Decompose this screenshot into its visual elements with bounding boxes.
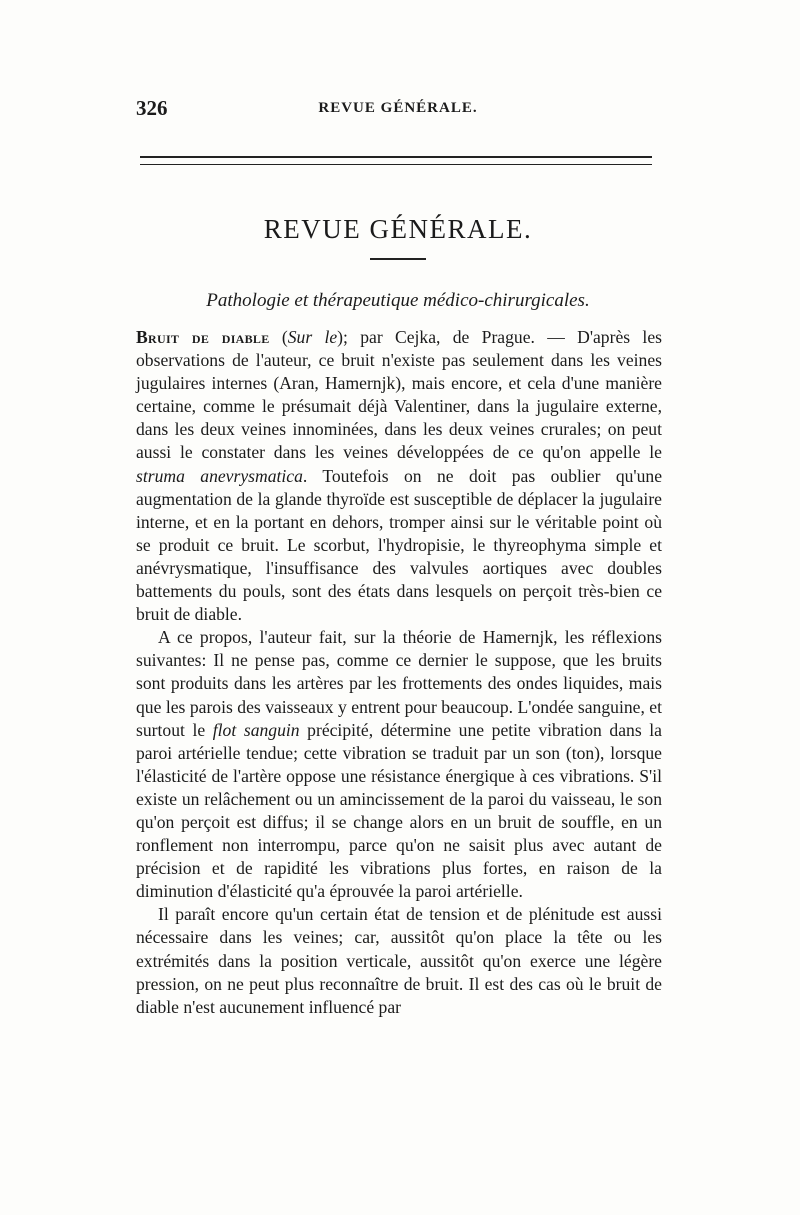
running-title: REVUE GÉNÉRALE. bbox=[318, 100, 478, 116]
section-subtitle: Pathologie et thérapeutique médico-chirurgicales. bbox=[206, 290, 590, 311]
article-body bbox=[136, 326, 662, 1019]
page-number: 326 bbox=[136, 96, 168, 120]
short-rule-divider bbox=[370, 258, 426, 260]
paragraph-2 bbox=[136, 626, 662, 903]
paragraph-2-italic: flot sanguin bbox=[212, 719, 300, 740]
paragraph-1-text-a: ; par Cejka, de Prague. — D'après les observations de l'auteur, ce bruit n'existe pas seulement dans les veines jugulaires internes (Aran, Hamernjk), mais encore, et cela d'une manière certaine, comme le présumait déjà Valentiner, dans la jugulaire externe, dans les deux veines innominées, dans les deux veines crurales; on peut aussi le constater dans les veines développées de ce qu'on appelle le bbox=[136, 327, 662, 463]
paragraph-1-italic: struma anevrysmatica bbox=[136, 465, 303, 486]
paragraph-2-text-a: A ce propos, l'auteur fait, sur la théorie de Hamernjk, les réflexions suivantes: Il ne pense pas, comme ce dernier le suppose, que les bruits sont produits dans les artères par les frottements des ondes liquides, mais que les parois des vaisseaux y entrent pour beaucoup. L'ondée sanguine, et surtout le bbox=[136, 627, 662, 740]
paragraph-1: Bruit de diable (Sur le); par Cejka, de Prague. — D'après les observations de l'auteur, ce bruit n'existe pas seulement dans les veines jugulaires internes (Aran, Hamernjk), mais encore, et cela d'une manière certaine, comme le présumait déjà Valentiner, dans la jugulaire externe, dans les deux veines innominées, dans les deux veines crurales; on peut aussi le constater dans les veines développées de ce qu'on appelle le struma anevrysmatica. Toutefois on ne doit pas oublier qu'une augmentation de la glande thyroïde est susceptible de déplacer la jugulaire interne, et en la portant en dehors, tromper ainsi sur le véritable point où se produit ce bruit. Le scorbut, l'hydropisie, le thyreophyma simple et anévrysmatique, l'insuffisance des valvules aortiques avec doubles battements du pouls, sont des états dans lesquels on perçoit très-bien ce bruit de diable. bbox=[136, 327, 662, 625]
double-rule-divider bbox=[140, 156, 652, 165]
paragraph-2-text-b: précipité, détermine une petite vibration dans la paroi artérielle tendue; cette vibration se traduit par un son (ton), lorsque l'élasticité de l'artère oppose une résistance énergique à ces vibrations. S'il existe un relâchement ou un amincissement de la paroi du vaisseau, le son qu'on perçoit est diffus; il se change alors en un bruit de souffle, en un ronflement non interrompu, parce qu'on ne saisit plus avec autant de précision et de rapidité les vibrations plus fortes, en raison de la diminution d'élasticité qu'a éprouvée la paroi artérielle. bbox=[136, 719, 662, 902]
paragraph-1-text-b: . Toutefois on ne doit pas oublier qu'une augmentation de la glande thyroïde est susceptible de déplacer la jugulaire interne, et en la portant en dehors, tromper ainsi sur le véritable point où se produit ce bruit. Le scorbut, l'hydropisie, le thyreophyma simple et anévrysmatique, l'insuffisance des valvules aortiques avec doubles battements du pouls, sont des états dans lesquels on perçoit très-bien ce bruit de diable. bbox=[136, 465, 662, 625]
section-title: REVUE GÉNÉRALE. bbox=[263, 214, 533, 245]
article-heading: Bruit de diable bbox=[136, 327, 270, 347]
running-head bbox=[136, 96, 660, 126]
article-heading-paren: Sur le bbox=[287, 327, 338, 347]
paragraph-3: Il paraît encore qu'un certain état de tension et de plénitude est aussi nécessaire dans les veines; car, aussitôt qu'on place la tête ou les extrémités dans la position verticale, aussitôt qu'on exerce une légère pression, on ne peut plus reconnaître de bruit. Il est des cas où le bruit de diable n'est aucunement influencé par bbox=[136, 904, 662, 1017]
